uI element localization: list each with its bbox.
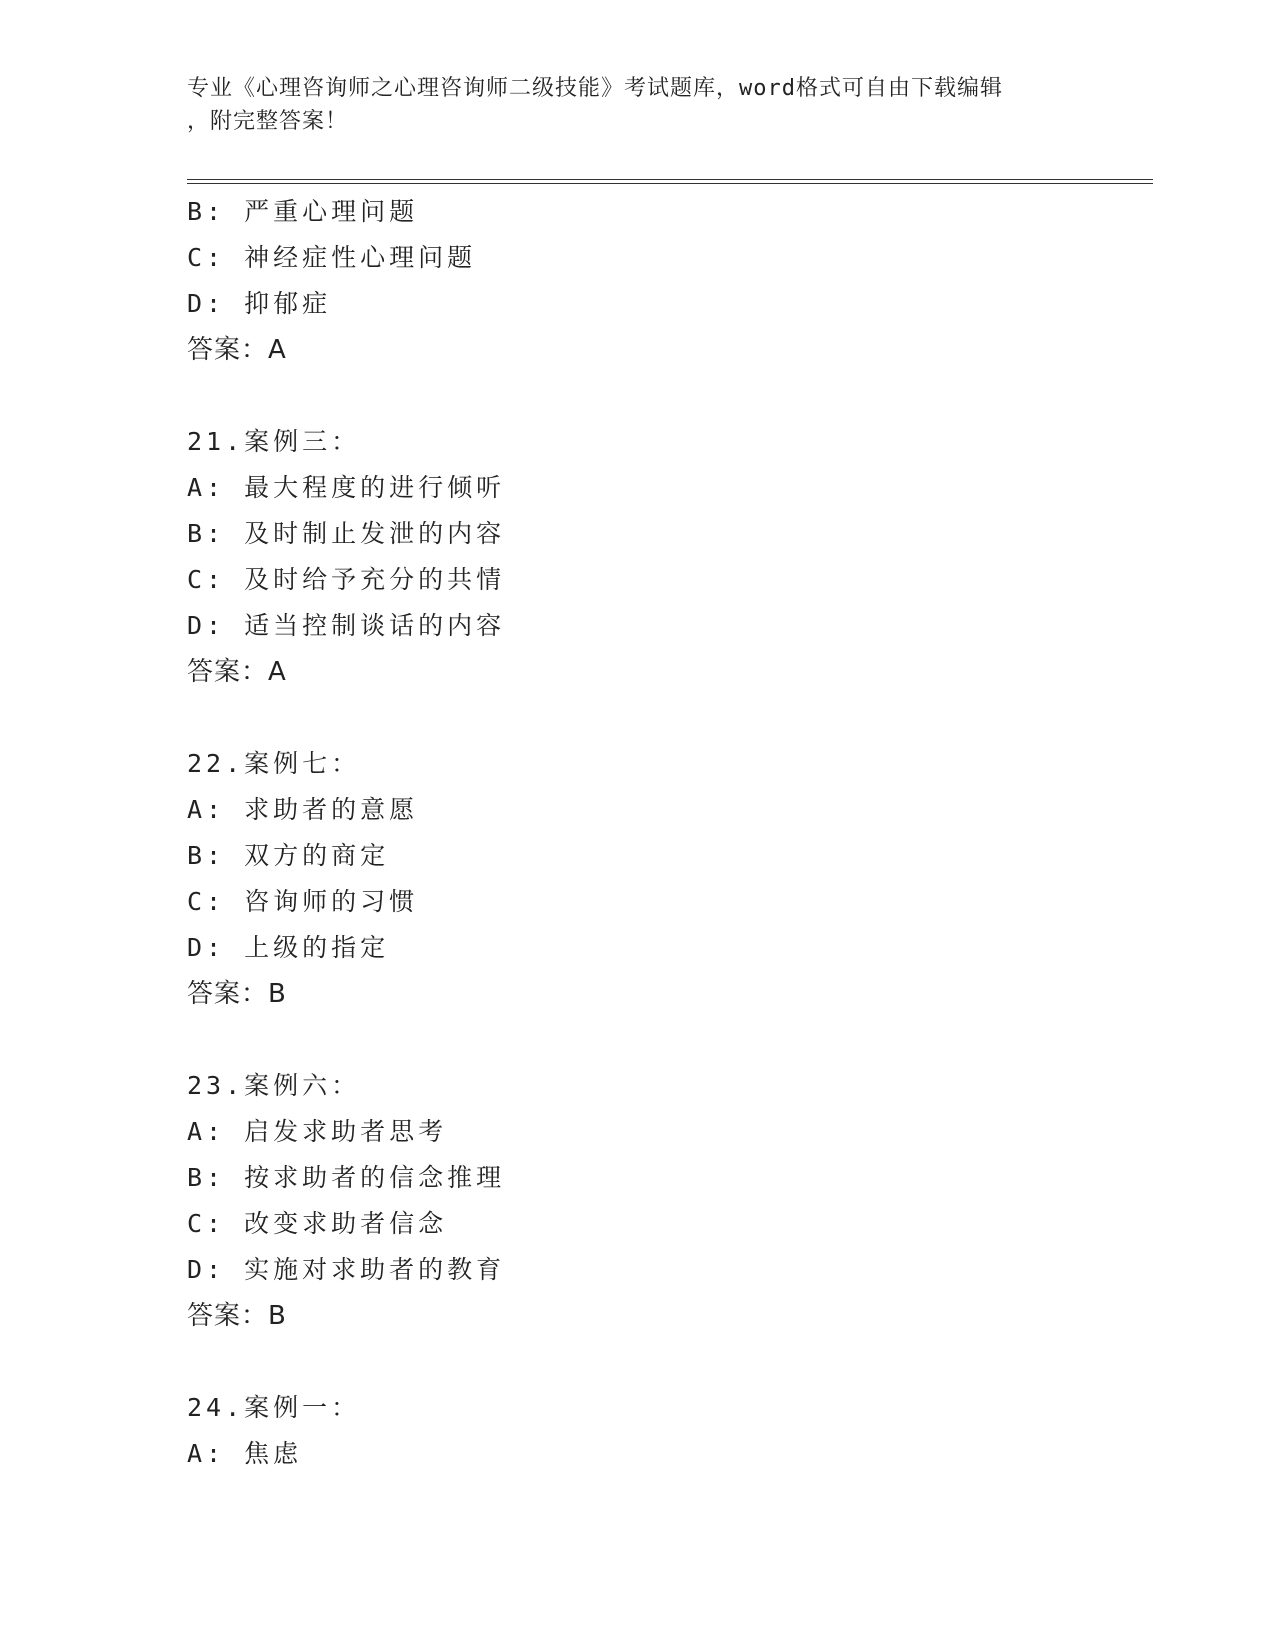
option-b: B: 按求助者的信念推理 xyxy=(187,1163,506,1192)
option-d: D: 适当控制谈话的内容 xyxy=(187,611,506,640)
option-c: C: 咨询师的习惯 xyxy=(187,887,419,916)
answer-line: 答案：A xyxy=(187,335,287,365)
answer-line: 答案：B xyxy=(187,1301,287,1331)
spacer xyxy=(187,1339,1147,1385)
question-21 xyxy=(187,419,1147,695)
option-b: B: 严重心理问题 xyxy=(187,197,419,226)
header-title-line-2: ，附完整答案！ xyxy=(187,109,349,134)
answer-line: 答案：A xyxy=(187,657,287,687)
option-c: C: 改变求助者信念 xyxy=(187,1209,448,1238)
question-title: 21.案例三： xyxy=(187,427,361,456)
option-d: D: 上级的指定 xyxy=(187,933,390,962)
question-23 xyxy=(187,1063,1147,1339)
question-list xyxy=(187,189,1147,1477)
question-title: 24.案例一： xyxy=(187,1393,361,1422)
option-c: C: 神经症性心理问题 xyxy=(187,243,477,272)
question-24 xyxy=(187,1385,1147,1477)
option-d: D: 抑郁症 xyxy=(187,289,332,318)
answer-line: 答案：B xyxy=(187,979,287,1009)
spacer xyxy=(187,373,1147,419)
option-a: A: 焦虑 xyxy=(187,1439,303,1468)
option-a: A: 求助者的意愿 xyxy=(187,795,419,824)
spacer xyxy=(187,1017,1147,1063)
option-a: A: 启发求助者思考 xyxy=(187,1117,448,1146)
question-title: 22.案例七： xyxy=(187,749,361,778)
header-divider-bottom xyxy=(187,183,1153,184)
header-divider-top xyxy=(187,179,1153,180)
question-20-fragment xyxy=(187,189,1147,373)
option-d: D: 实施对求助者的教育 xyxy=(187,1255,506,1284)
option-c: C: 及时给予充分的共情 xyxy=(187,565,506,594)
option-a: A: 最大程度的进行倾听 xyxy=(187,473,506,502)
option-b: B: 双方的商定 xyxy=(187,841,390,870)
spacer xyxy=(187,695,1147,741)
question-22 xyxy=(187,741,1147,1017)
option-b: B: 及时制止发泄的内容 xyxy=(187,519,506,548)
document-header xyxy=(187,72,1067,138)
question-title: 23.案例六： xyxy=(187,1071,361,1100)
header-title-line-1: 专业《心理咨询师之心理咨询师二级技能》考试题库，word格式可自由下载编辑 xyxy=(187,76,1003,101)
